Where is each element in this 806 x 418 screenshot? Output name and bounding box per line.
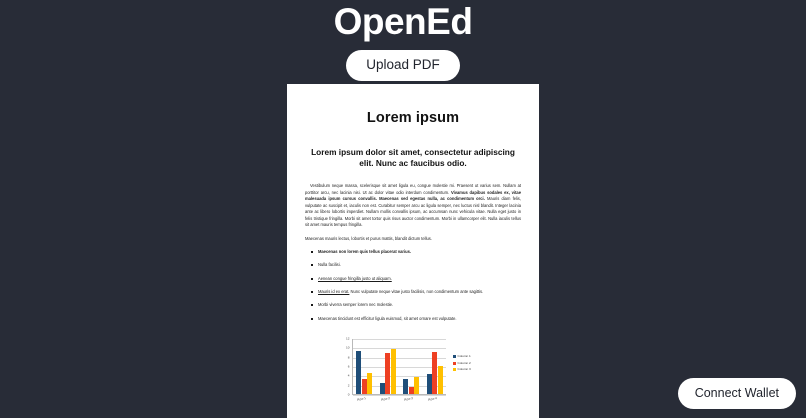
document-paragraph-1 [305,169,521,228]
chart-bar-group [423,339,447,394]
upload-pdf-button[interactable]: Upload PDF [346,50,460,81]
chart-x-tick-label: Row 1 [357,396,367,402]
chart-legend-item [453,362,471,365]
chart-bar [438,366,443,394]
chart-bar [403,379,408,394]
list-item [318,289,521,302]
chart-bar [391,349,396,394]
chart-y-tick-label: 4 [347,373,350,378]
list-item [318,316,521,329]
list-item [318,262,521,275]
chart-y-axis [341,336,351,397]
chart-legend-label: Column 3 [457,367,471,372]
list-item-label: Aenean congue fringilla justo ut aliquam. [318,275,392,281]
chart-y-tick-label: 12 [346,336,350,341]
chart-bar [414,377,419,394]
chart-legend-label: Column 1 [457,354,471,359]
list-item [318,302,521,315]
chart-bar-group [400,339,424,394]
chart-bar [409,387,414,394]
chart-bar [362,379,367,394]
chart-legend-swatch [453,368,456,371]
chart-plot-area [352,339,446,395]
chart-bar [380,383,385,394]
chart-y-tick-label: 10 [346,345,350,350]
document-paragraph-2: Maecenas mauris lectus, lobortis et purus mattis, blandit dictum tellus. [305,235,432,241]
chart-x-tick-label: Row 2 [380,396,391,402]
document-bullet-list [305,242,521,329]
chart-y-tick-label: 0 [347,392,350,397]
list-item-label: Maecenas non lorem quis tellus placerat varius. [318,249,412,254]
chart-legend [453,355,471,371]
paragraph-1-text-a: Vestibulum neque massa, scelerisque sit amet ligula eu, congue molestie mi. Praesent ut varius sem. Nullam at porttitor arcu, nec lacinia nisi. Ut ac dolor vitae odio interdum condimentum. [305,183,521,195]
chart-x-tick-label: Row 3 [404,396,414,402]
chart-y-tick-label: 2 [347,383,350,388]
chart-bar [427,374,432,394]
chart-x-tick-label: Row 4 [427,396,438,402]
app-header [0,0,806,81]
app-brand-title: OpenEd [333,1,473,42]
paragraph-1-text-b: Mauris diam felis, vulputate ac suscipit et, iaculis non est. Curabitur semper arcu ac ligula semper, nec luctus nisl blandit. Integer lacinia ante ac libero lobortis imperdiet. Nullam mollis convallis ipsum, ac accumsan nunc vehicula vitae. Nulla eget justo in felis tristique fringilla. Morbi sit amet tortor quis risus auctor condimentum. Morbi in ullamcorper elit. Nulla iaculis tellus sit amet mauris tempus fringilla. [305,196,521,228]
chart-bar-group [376,339,400,394]
chart-bar [385,353,390,394]
chart-legend-item [453,355,471,358]
list-item [318,276,521,289]
list-item-lead: Mauris id ex erat. [318,289,350,295]
chart-legend-item [453,368,471,371]
embedded-bar-chart [341,336,486,409]
list-item [318,249,521,262]
chart-bar-group [353,339,377,394]
chart-y-tick-label: 6 [347,364,350,369]
chart-y-tick-label: 8 [347,355,350,360]
document-subtitle: Lorem ipsum dolor sit amet, consectetur adipiscing elit. Nunc ac faucibus odio. [311,147,515,169]
pdf-document-page [287,84,539,418]
chart-legend-label: Column 2 [457,360,471,365]
list-item-label: Morbi viverra semper lorem nec molestie. [318,302,394,308]
chart-legend-swatch [453,362,456,365]
connect-wallet-button[interactable]: Connect Wallet [678,378,796,410]
chart-bar [432,352,437,394]
list-item-label: Maecenas tincidunt est efficitur ligula euismod, sit amet ornare est vulputate. [318,315,457,321]
chart-x-axis [352,396,446,408]
chart-legend-swatch [453,355,456,358]
paragraph-1-bold: Vivamus dapibus sodales ex, vitae malesuada ipsum cursus convallis. Maecenas sed egestas nulla, ac condimentum orci. [305,189,521,202]
chart-bar [367,373,372,394]
list-item-label: Nunc vulputate neque vitae justo facilisis, non condimentum ante sagittis. [349,289,484,295]
chart-bar [356,351,361,394]
list-item-label: Nulla facilisi. [318,262,341,268]
document-title: Lorem ipsum [366,110,460,126]
